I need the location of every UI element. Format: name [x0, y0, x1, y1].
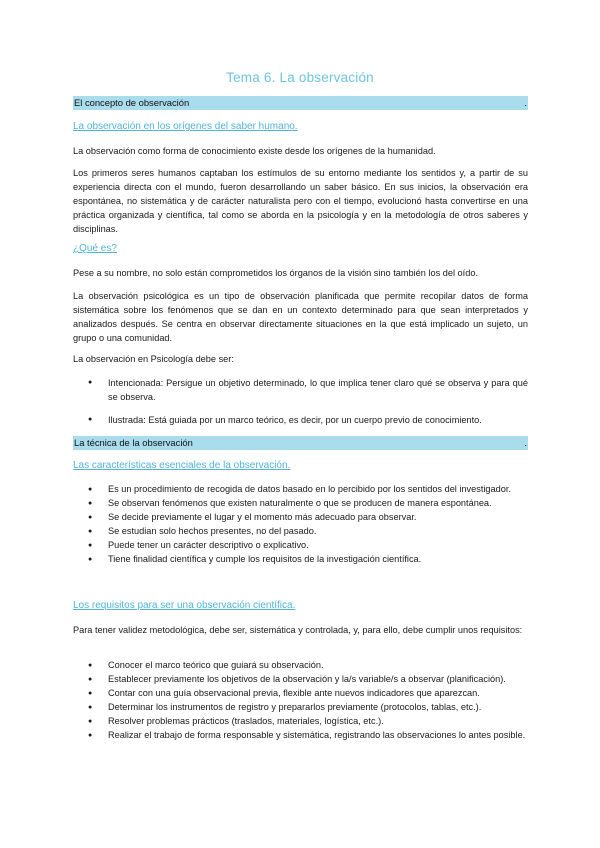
- heading-dot: .: [524, 437, 527, 448]
- list-item: ● Contar con una guía observacional previa, flexible ante nuevos indicadores que aparezcan.: [88, 687, 528, 700]
- list-item: ● Se observan fenómenos que existen naturalmente o que se producen de manera espontánea.: [88, 497, 528, 510]
- section-heading-tecnica: [73, 436, 528, 450]
- section-heading-concepto: [73, 96, 528, 110]
- subheading-caracteristicas: Las características esenciales de la observación.: [73, 460, 291, 471]
- list-item: ● Se estudian solo hechos presentes, no del pasado.: [88, 525, 528, 538]
- paragraph-debe-ser: La observación en Psicología debe ser:: [73, 354, 234, 364]
- list-item: ● Realizar el trabajo de forma responsable y sistemática, registrando las observaciones lo antes posible.: [88, 729, 528, 742]
- list-caracteristicas: [88, 483, 528, 566]
- list-item: ● Determinar los instrumentos de registro y prepararlos previamente (protocolos, tablas, etc.).: [88, 701, 528, 714]
- section-heading-text: La técnica de la observación: [74, 437, 193, 448]
- section-heading-text: El concepto de observación: [74, 97, 190, 108]
- paragraph-origenes: La observación como forma de conocimiento existe desde los orígenes de la humanidad.: [73, 146, 436, 156]
- list-item: ● Ilustrada: Está guiada por un marco teórico, es decir, por un cuerpo previo de conocimiento.: [88, 413, 528, 427]
- paragraph-observacion-psicologica: La observación psicológica es un tipo de observación planificada que permite recopilar datos de forma sistemática sobre los fenómenos que se dan en un contexto determinado para que sean interpretados y analizados después. Se centra en observar directamente situaciones en la que está implicado un sujeto, un grupo o una comunidad.: [73, 291, 528, 343]
- list-debe-ser: [88, 376, 528, 427]
- list-item: ● Tiene finalidad científica y cumple los requisitos de la investigación científica.: [88, 553, 528, 566]
- paragraph-validez: Para tener validez metodológica, debe ser, sistemática y controlada, y, para ello, debe cumplir unos requisitos:: [73, 625, 523, 635]
- list-item: ● Puede tener un carácter descriptivo o explicativo.: [88, 539, 528, 552]
- list-item: ● Conocer el marco teórico que guiará su observación.: [88, 659, 528, 672]
- paragraph-primeros-seres: Los primeros seres humanos captaban los estímulos de su entorno mediante los sentidos y, a partir de su experiencia directa con el mundo, fueron desarrollando un saber básico. En sus inicios, la observación era espontánea, no sistemática y de carácter naturalista pero con el tiempo, evolucionó hasta convertirse en una práctica organizada y científica, tal como se aborda en la psicología y en la metodología de otros saberes y disciplinas.: [73, 168, 528, 234]
- list-item: ● Resolver problemas prácticos (traslados, materiales, logística, etc.).: [88, 715, 528, 728]
- subheading-requisitos: Los requisitos para ser una observación científica.: [73, 600, 296, 611]
- list-item: ● Intencionada: Persigue un objetivo determinado, lo que implica tener claro qué se observa y para qué se observa.: [88, 376, 528, 404]
- page-title: Tema 6. La observación: [226, 70, 374, 85]
- paragraph-pese-nombre: Pese a su nombre, no solo están comprometidos los órganos de la visión sino también los del oído.: [73, 268, 478, 278]
- heading-dot: .: [524, 97, 527, 108]
- list-item: ● Es un procedimiento de recogida de datos basado en lo percibido por los sentidos del investigador.: [88, 483, 528, 496]
- subheading-origenes: La observación en los orígenes del saber humano.: [73, 121, 298, 132]
- list-item: ● Establecer previamente los objetivos de la observación y la/s variable/s a observar (planificación).: [88, 673, 528, 686]
- list-item: ● Se decide previamente el lugar y el momento más adecuado para observar.: [88, 511, 528, 524]
- list-requisitos: [88, 659, 528, 742]
- subheading-que-es: ¿Qué es?: [73, 243, 117, 254]
